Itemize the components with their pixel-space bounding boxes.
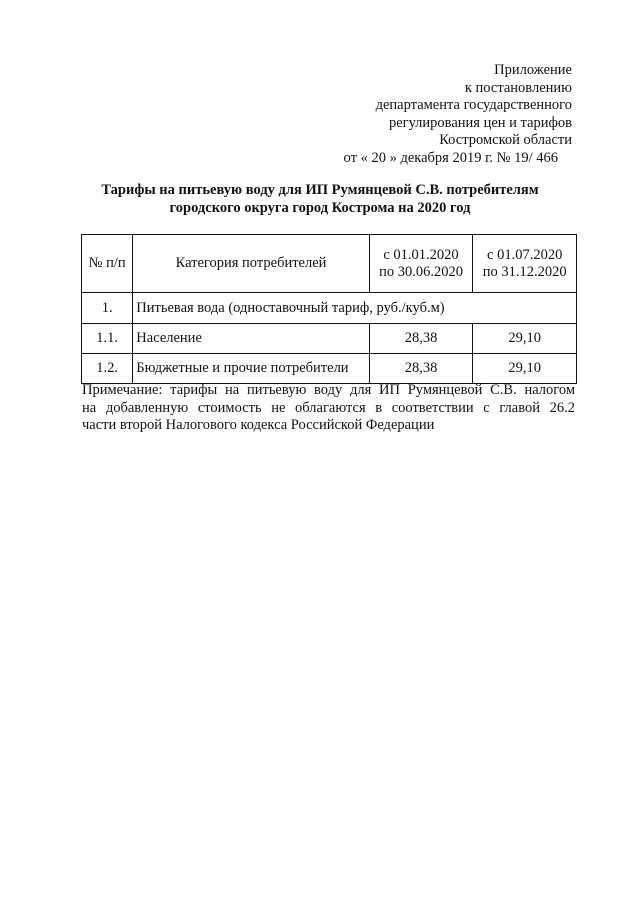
table-header-row [82, 235, 577, 293]
header-period-1-to: по 30.06.2020 [379, 263, 463, 280]
group-number-cell: 1. [82, 293, 133, 324]
appendix-header [344, 62, 572, 168]
document-title-line-2: городского округа город Кострома на 2020 год [169, 200, 471, 216]
header-category-cell: Категория потребителей [133, 235, 369, 293]
table-row [82, 354, 577, 384]
header-period-1-from: с 01.01.2020 [383, 246, 459, 263]
header-period-2-from: с 01.07.2020 [487, 246, 563, 263]
row-period-2-value: 29,10 [473, 324, 577, 354]
header-period-1-cell [369, 235, 473, 293]
group-label-cell: Питьевая вода (одноставочный тариф, руб./куб.м) [133, 293, 577, 324]
table-row [82, 324, 577, 354]
note-paragraph [82, 382, 575, 435]
document-title [60, 181, 580, 217]
row-number-cell: 1.2. [82, 354, 133, 384]
appendix-date-number: от « 20 » декабря 2019 г. № 19/ 466 [343, 149, 558, 166]
table-group-row [82, 293, 577, 324]
appendix-department-label: департамента государственного [375, 97, 572, 114]
header-period-2-to: по 31.12.2020 [482, 263, 567, 280]
note-line-1: Примечание: тарифы на питьевую воду для ИП Румянцевой С.В. налогом [82, 382, 575, 398]
tariff-table [81, 234, 577, 384]
appendix-resolution-label: к постановлению [464, 79, 572, 96]
note-line-3: части второй Налогового кодекса Российской Федерации [82, 417, 435, 433]
header-number-cell: № п/п [82, 235, 133, 293]
appendix-regulation-label: регулирования цен и тарифов [388, 114, 572, 131]
appendix-region-label: Костромской области [439, 132, 572, 149]
row-category-cell: Население [133, 324, 369, 354]
row-number-cell: 1.1. [82, 324, 133, 354]
document-title-line-1: Тарифы на питьевую воду для ИП Румянцевой С.В. потребителям [101, 182, 539, 198]
row-period-2-value: 29,10 [473, 354, 577, 384]
note-line-2: на добавленную стоимость не облагаются в соответствии с главой 26.2 [82, 399, 575, 416]
row-category-cell: Бюджетные и прочие потребители [133, 354, 369, 384]
appendix-label: Приложение [494, 62, 572, 78]
row-period-1-value: 28,38 [369, 324, 473, 354]
row-period-1-value: 28,38 [369, 354, 473, 384]
header-period-2-cell [473, 235, 577, 293]
